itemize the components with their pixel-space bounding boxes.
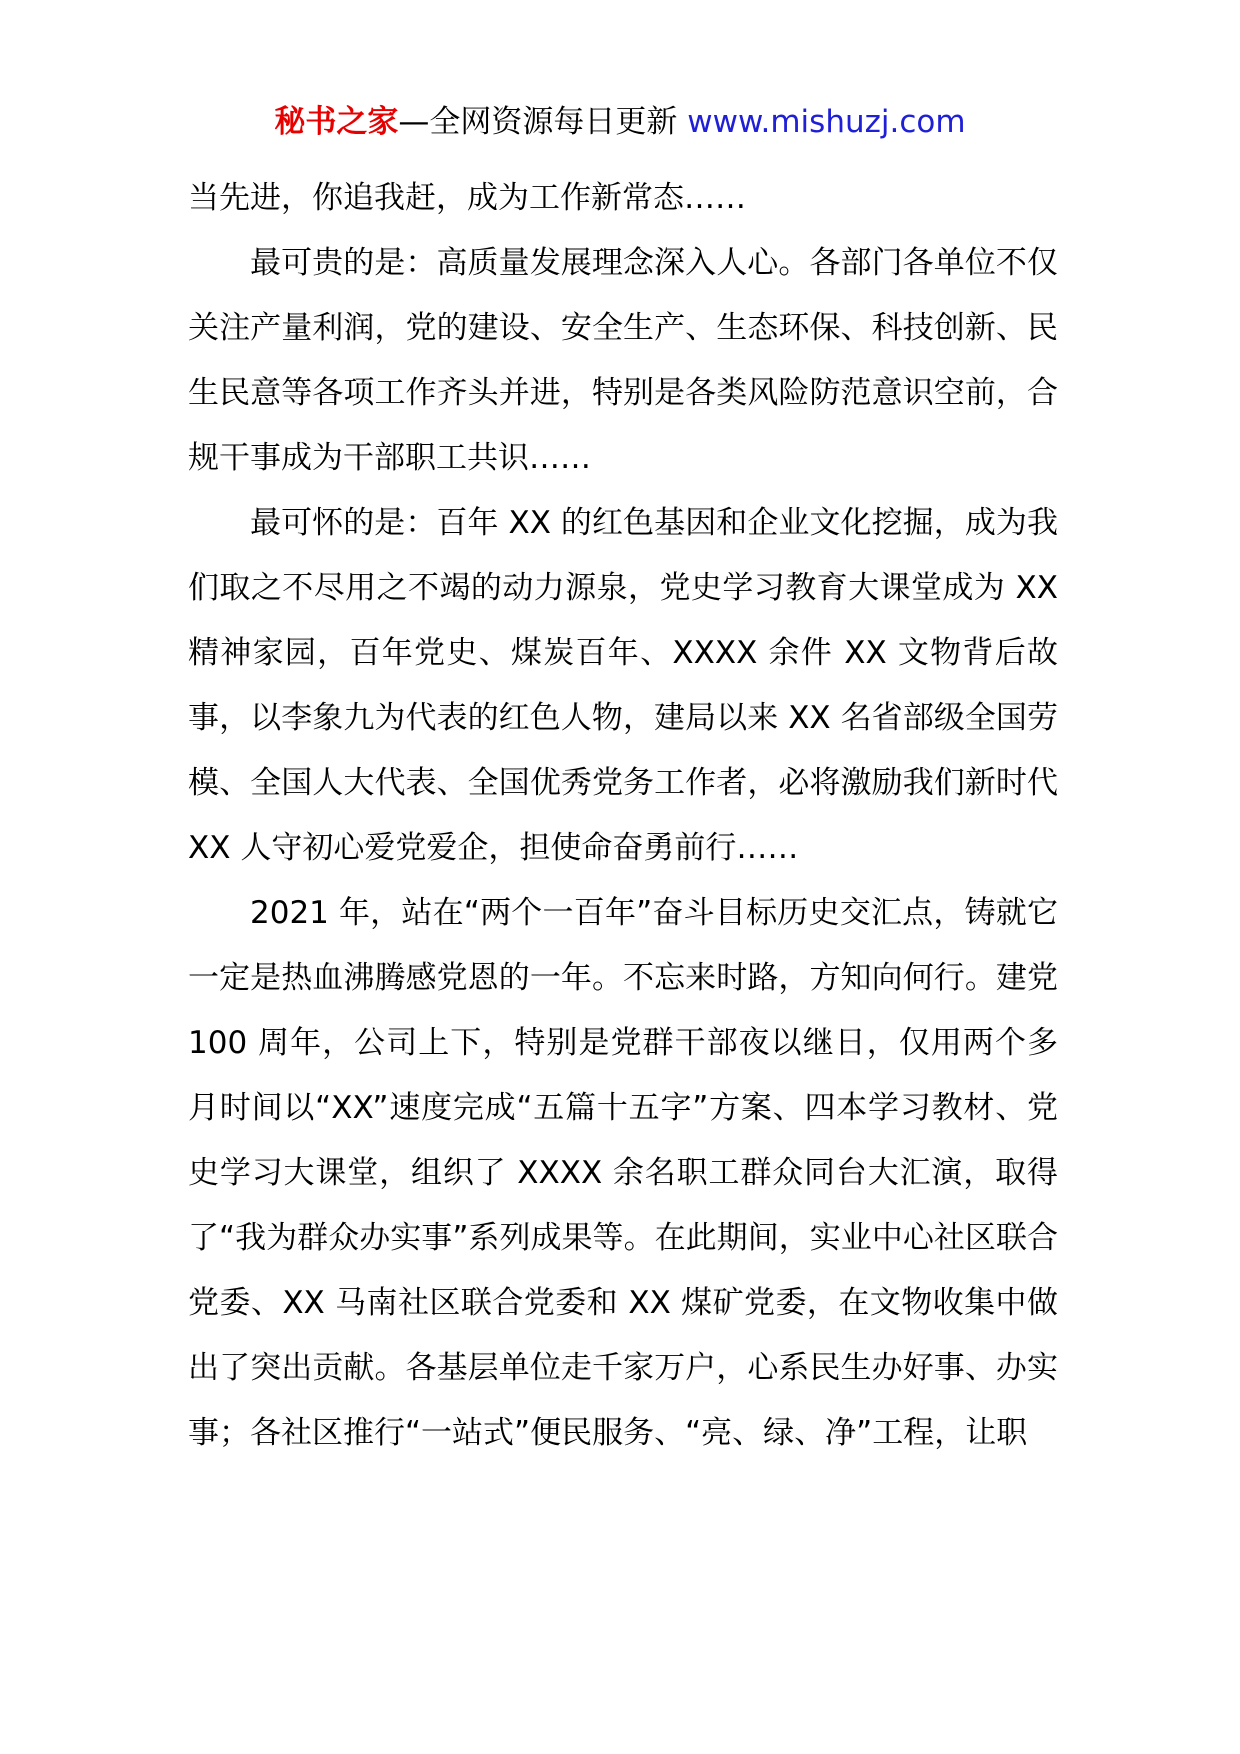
document-body [188,166,1058,1466]
site-url-link[interactable]: www.mishuzj.com [687,104,966,140]
paragraph-continued: 当先进，你追我赶，成为工作新常态…… [188,180,746,216]
brand-name: 秘书之家 [274,104,399,140]
page-header [0,100,1240,144]
paragraph-most-cherished: 最可怀的是：百年 XX 的红色基因和企业文化挖掘，成为我们取之不尽用之不竭的动力源泉，党史学习教育大课堂成为 XX 精神家园，百年党史、煤炭百年、XXXX 余件 XX 文物背后故事，以李象九为代表的红色人物，建局以来 XX 名省部级全国劳模、全国人大代表、全国优秀党务工作者，必将激励我们新时代 XX 人守初心爱党爱企，担使命奋勇前行…… [188,505,1058,866]
paragraph-2021: 2021 年，站在“两个一百年”奋斗目标历史交汇点，铸就它一定是热血沸腾感党恩的一年。不忘来时路，方知向何行。建党 100 周年，公司上下，特别是党群干部夜以继日，仅用两个多月时间以“XX”速度完成“五篇十五字”方案、四本学习教材、党史学习大课堂，组织了 XXXX 余名职工群众同台大汇演，取得了“我为群众办实事”系列成果等。在此期间，实业中心社区联合党委、XX 马南社区联合党委和 XX 煤矿党委，在文物收集中做出了突出贡献。各基层单位走千家万户，心系民生办好事、办实事；各社区推行“一站式”便民服务、“亮、绿、净”工程，让职 [188,895,1058,1451]
header-slogan: —全网资源每日更新 [398,104,678,140]
paragraph-most-valuable: 最可贵的是：高质量发展理念深入人心。各部门各单位不仅关注产量利润，党的建设、安全生产、生态环保、科技创新、民生民意等各项工作齐头并进，特别是各类风险防范意识空前，合规干事成为干部职工共识…… [188,245,1058,476]
